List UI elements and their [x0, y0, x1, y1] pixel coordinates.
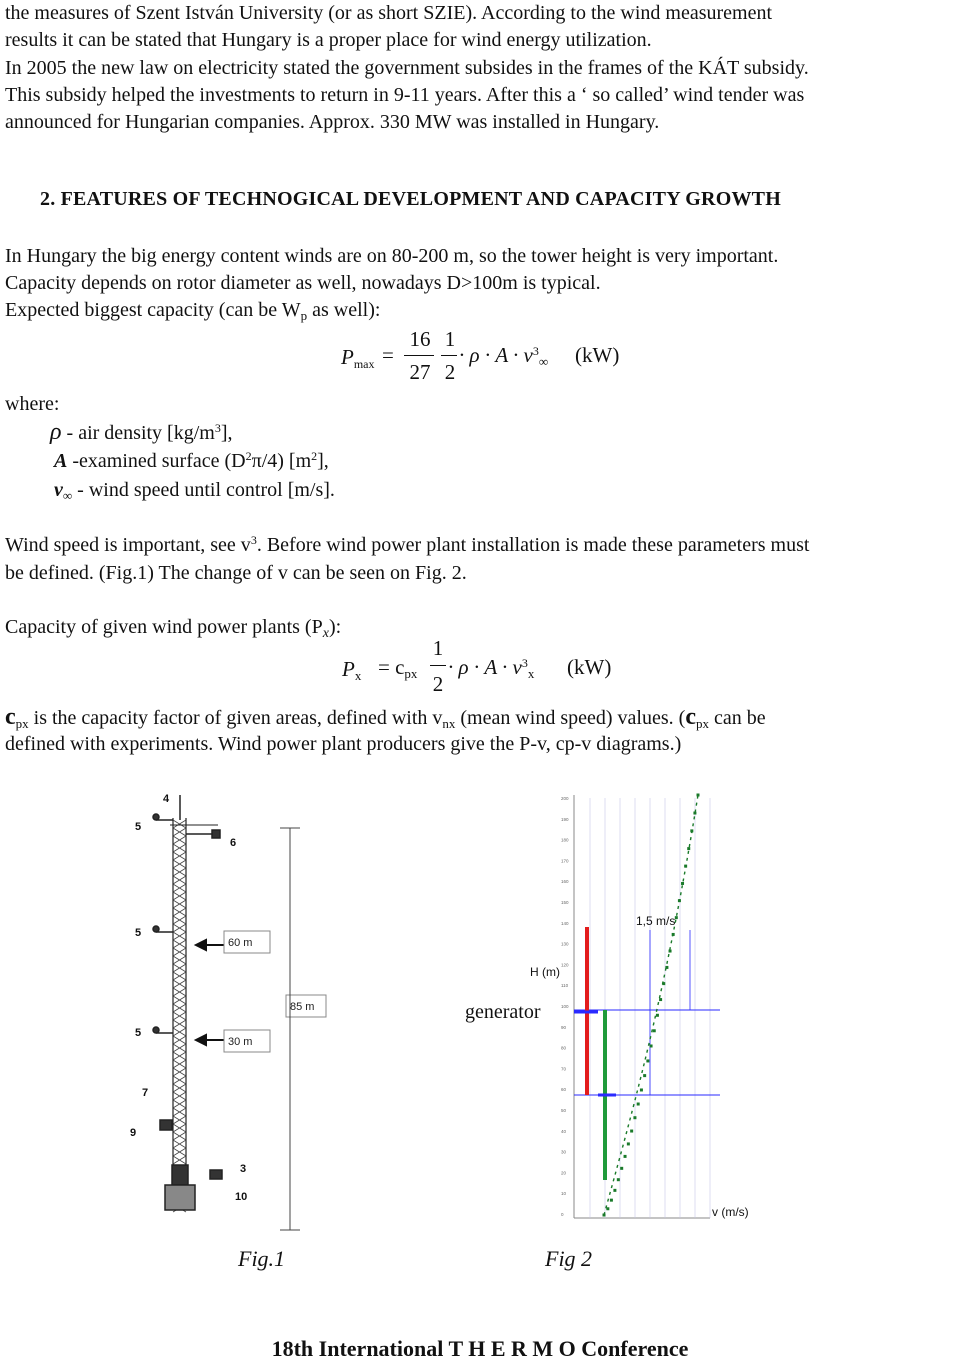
page-footer: 18th International T H E R M O Conference — [271, 1336, 689, 1361]
body-p3: Capacity of given wind power plants $(P_x)$: — [5, 616, 342, 641]
curve-point — [662, 982, 665, 985]
svg-text:10: 10 — [235, 1191, 248, 1203]
curve-point — [637, 1103, 640, 1106]
svg-text:3: 3 — [240, 1163, 247, 1175]
def-rho: ρ - air density $[kg/m^3]$, — [50, 419, 233, 445]
label-generator: generator — [465, 1001, 541, 1023]
curve-point — [630, 1130, 633, 1133]
y-tick-label: 130 — [561, 941, 569, 947]
label-speed: 1,5 m/s — [636, 914, 676, 928]
svg-text:9: 9 — [130, 1127, 137, 1139]
y-tick-label: 110 — [561, 983, 569, 989]
intro-line-4: This subsidy helped the investments to return in 9-11 years. After this a ‘ so called’ wind tender was — [5, 84, 805, 106]
y-tick-label: 150 — [561, 900, 569, 905]
section-heading: 2. FEATURES OF TECHNOGICAL DEVELOPMENT AND CAPACITY GROWTH — [40, 188, 781, 210]
y-tick-label: 50 — [561, 1108, 567, 1113]
body-line-2: Capacity depends on rotor diameter as well, nowadays D>100m is typical. — [5, 272, 601, 294]
curve-point — [646, 1059, 649, 1062]
svg-text:4: 4 — [163, 793, 170, 805]
label-height: H (m) — [530, 965, 560, 979]
y-tick-label: 140 — [561, 920, 569, 926]
body-p2-line-2: be defined. (Fig.1) The change of v can be seen on Fig. 2. — [5, 562, 467, 584]
curve-point — [610, 1199, 613, 1202]
y-tick-label: 30 — [561, 1149, 567, 1155]
curve-point — [672, 933, 675, 936]
curve-point — [640, 1088, 643, 1091]
y-tick-label: 40 — [561, 1128, 567, 1134]
body-p2-line-1: Wind speed is important, see $v^3$. Before wind power plant installation is made these parameters must — [5, 533, 810, 556]
y-tick-label: 0 — [561, 1212, 564, 1217]
svg-text:5: 5 — [135, 1027, 142, 1039]
svg-text:7: 7 — [142, 1087, 149, 1099]
svg-text:6: 6 — [230, 837, 237, 849]
y-tick-label: 200 — [561, 796, 569, 801]
figure-1-mast — [120, 790, 360, 1240]
curve-point — [681, 882, 684, 885]
curve-point — [653, 1029, 656, 1032]
label-85m: 85 m — [290, 1001, 315, 1013]
body-line-1: In Hungary the big energy content winds are on 80-200 m, so the tower height is very important. — [5, 245, 779, 267]
curve-point — [606, 1207, 609, 1210]
curve-point — [665, 966, 668, 969]
curve-point — [633, 1116, 636, 1119]
figure-1-caption: Fig.1 — [238, 1246, 286, 1271]
y-tick-label: 180 — [561, 837, 569, 843]
y-tick-label: 120 — [561, 962, 569, 968]
curve-point — [624, 1155, 627, 1158]
def-v: $v_\infty$ - wind speed until control [m/s]. — [54, 479, 335, 503]
curve-point — [656, 1014, 659, 1017]
figure-2-chart — [560, 790, 760, 1230]
curve-point — [659, 998, 662, 1001]
body-line-3: Expected biggest capacity (can be $W_p$ as well): — [5, 299, 381, 323]
y-tick-label: 80 — [561, 1045, 567, 1051]
curve-point — [627, 1142, 630, 1145]
y-tick-label: 190 — [561, 816, 569, 822]
body-p4-line-2: defined with experiments. Wind power plant producers give the P-v, cp-v diagrams.) — [5, 733, 682, 755]
label-30m: 30 m — [228, 1036, 253, 1048]
curve-point — [669, 950, 672, 953]
intro-line-2: results it can be stated that Hungary is a proper place for wind energy utilization. — [5, 29, 652, 51]
curve-point — [617, 1178, 620, 1181]
svg-text:5: 5 — [135, 927, 142, 939]
curve-point — [603, 1214, 606, 1217]
y-tick-label: 10 — [561, 1191, 567, 1197]
y-tick-label: 160 — [561, 879, 569, 885]
y-tick-label: 170 — [561, 858, 569, 864]
label-60m: 60 m — [228, 937, 253, 949]
curve-point — [613, 1189, 616, 1192]
curve-point — [687, 847, 690, 850]
intro-line-3: In 2005 the new law on electricity stated the government subsides in the frames of the KÁT subsidy. — [5, 57, 809, 79]
body-p4-line-1: $c_{px}$ is the capacity factor of given areas, defined with $v_{nx}$ (mean wind speed) values. ($c_{px}$ can be — [5, 704, 766, 731]
curve-point — [684, 865, 687, 868]
y-tick-label: 100 — [561, 1004, 569, 1009]
y-tick-label: 20 — [561, 1170, 567, 1176]
y-tick-label: 70 — [561, 1066, 567, 1072]
curve-point — [697, 794, 700, 797]
y-tick-label: 90 — [561, 1024, 567, 1030]
curve-point — [643, 1074, 646, 1077]
curve-point — [693, 812, 696, 815]
curve-point — [620, 1167, 623, 1170]
def-A: A -examined surface $(D^2\pi/4)$ $[m^2]$, — [54, 449, 329, 472]
y-tick-label: 60 — [561, 1087, 567, 1093]
curve-point — [678, 899, 681, 902]
intro-line-5: announced for Hungarian companies. Approx. 330 MW was installed in Hungary. — [5, 111, 660, 133]
curve-point — [650, 1044, 653, 1047]
curve-point — [690, 829, 693, 832]
label-velocity: v (m/s) — [712, 1205, 749, 1219]
intro-line-1: the measures of Szent István University (or as short SZIE). According to the wind measurement — [5, 2, 773, 24]
where-label: where: — [5, 393, 60, 415]
svg-text:5: 5 — [135, 821, 142, 833]
figure-2-caption: Fig 2 — [545, 1246, 593, 1271]
